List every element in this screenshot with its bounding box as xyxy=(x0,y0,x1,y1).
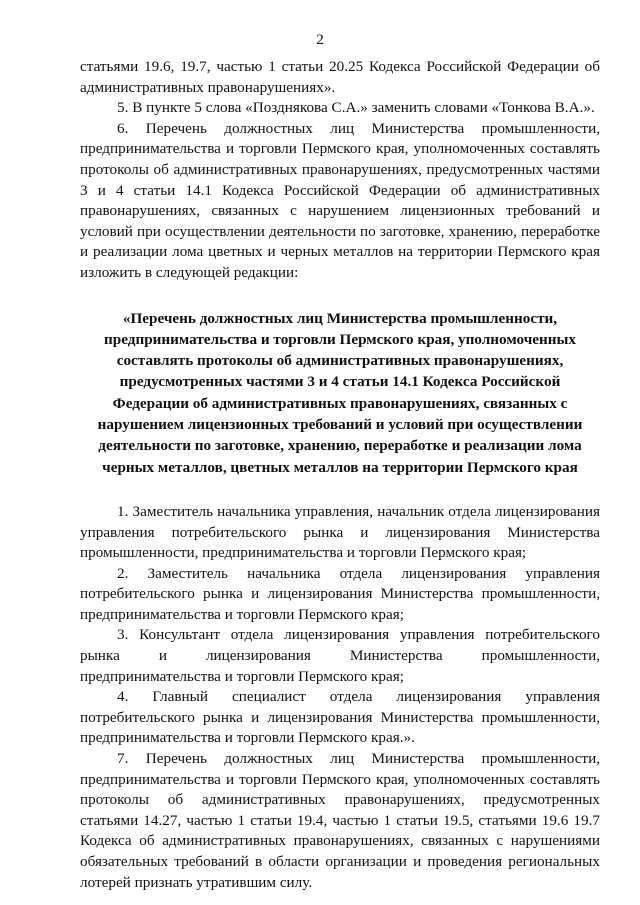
list-title xyxy=(80,308,600,478)
paragraph-continuation: статьями 19.6, 19.7, частью 1 статьи 20.25 Кодекса Российской Федерации об административных правонарушениях». xyxy=(80,58,600,96)
list-item: 1. Заместитель начальника управления, начальник отдела лицензирования управления потребительского рынка и лицензирования Министерства промышленности, предпринимательства и торговли Пермского края; xyxy=(80,502,600,562)
list-item: 4. Главный специалист отдела лицензирования управления потребительского рынка и лицензирования Министерства промышленности, предпринимательства и торговли Пермского края.». xyxy=(80,688,600,747)
list-item: 3. Консультант отдела лицензирования управления потребительского рынка и лицензирования Министерства промышленности, предпринимательства и торговли Пермского края; xyxy=(80,626,600,685)
paragraph-item-6: 6. Перечень должностных лиц Министерства промышленности, предпринимательства и торговли Пермского края, уполномоченных составлять протоколы об административных правонарушениях, предусмотренных частями 3 и 4 статьи 14.1 Кодекса Российской Федерации об административных правонарушениях, связанных с нарушением лицензионных требований и условий при осуществлении деятельности по заготовке, хранению, переработке и реализации лома цветных и черных металлов на территории Пермского края изложить в следующей редакции: xyxy=(80,119,600,281)
list-item: 2. Заместитель начальника отдела лицензирования управления потребительского рынка и лицензирования Министерства промышленности, предпринимательства и торговли Пермского края; xyxy=(80,564,600,623)
title-line: предусмотренных частями 3 и 4 статьи 14.1 Кодекса Российской xyxy=(119,373,561,391)
title-line: деятельности по заготовке, хранению, переработке и реализации лома xyxy=(98,437,582,455)
paragraph-item-7: 7. Перечень должностных лиц Министерства промышленности, предпринимательства и торговли Пермского края, уполномоченных составлять протоколы об административных правонарушениях, предусмотренных статьями 14.27, частью 1 статьи 19.4, частью 1 статьи 19.5, статьями 19.6 19.7 Кодекса об административных правонарушениях, связанных с нарушениями обязательных требований в области организации и проведения региональных лотерей признать утратившим силу. xyxy=(80,750,600,891)
paragraph-item-5: 5. В пункте 5 слова «Позднякова С.А.» заменить словами «Тонкова В.А.». xyxy=(117,99,595,117)
title-line: «Перечень должностных лиц Министерства промышленности, xyxy=(122,309,558,327)
title-line: черных металлов, цветных металлов на территории Пермского края xyxy=(102,458,578,476)
title-line: составлять протоколы об административных правонарушениях, xyxy=(116,352,564,370)
page-number: 2 xyxy=(316,31,324,48)
title-line: Федерации об административных правонарушениях, связанных с xyxy=(112,394,568,412)
title-line: нарушением лицензионных требований и условий при осуществлении xyxy=(97,416,583,434)
document-body xyxy=(80,57,600,893)
official-list xyxy=(80,502,600,749)
title-line: предпринимательства и торговли Пермского края, уполномоченных xyxy=(104,330,576,348)
